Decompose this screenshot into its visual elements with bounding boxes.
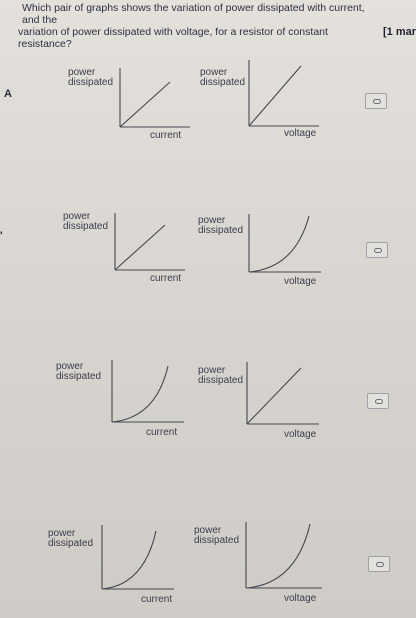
option-a-right-xlabel: voltage: [284, 128, 317, 139]
option-c-left-xlabel: current: [146, 427, 178, 438]
option-a-right-graph: [247, 60, 327, 128]
option-d-right-xlabel: voltage: [284, 593, 317, 604]
option-d-left-graph: [100, 525, 182, 593]
question-line-2: variation of power dissipated with voltage, for a resistor of constant resistance?: [18, 26, 328, 50]
option-b-left-graph: [113, 213, 193, 273]
option-a-left-graph: [118, 68, 198, 130]
option-c-left-graph: [110, 360, 190, 426]
question-line-1: Which pair of graphs shows the variation of power dissipated with current, and the: [22, 2, 365, 26]
question-text: [18, 2, 378, 50]
option-c-right-ylabel: power dissipated: [198, 365, 244, 386]
plot-curve: [249, 216, 309, 272]
option-c-right-xlabel: voltage: [284, 429, 317, 440]
option-b-left-ylabel: power dissipated: [63, 211, 109, 232]
option-d-right-ylabel: power dissipated: [194, 525, 240, 546]
option-b-right-ylabel: power dissipated: [198, 215, 244, 236]
plot-line: [249, 66, 301, 126]
plot-curve: [112, 366, 168, 422]
plot-line: [247, 368, 301, 424]
option-a-left-xlabel: current: [150, 130, 182, 141]
option-a-right-ylabel: power dissipated: [200, 67, 246, 88]
option-d-right-graph: [244, 522, 328, 594]
option-d-radio[interactable]: [368, 556, 390, 572]
option-d-left-xlabel: current: [141, 594, 173, 605]
option-a-radio[interactable]: [365, 93, 387, 109]
option-c-right-graph: [245, 362, 327, 428]
option-b-radio[interactable]: [366, 242, 388, 258]
plot-curve: [102, 531, 156, 589]
option-a-letter: A: [4, 88, 12, 100]
option-c-left-ylabel: power dissipated: [56, 361, 102, 382]
option-d-left-ylabel: power dissipated: [48, 528, 94, 549]
plot-curve: [246, 524, 310, 588]
option-b-right-xlabel: voltage: [284, 276, 317, 287]
option-a-left-ylabel: power dissipated: [68, 67, 114, 88]
plot-line: [115, 225, 165, 270]
plot-line: [120, 82, 170, 127]
option-b-right-graph: [247, 214, 329, 276]
option-b-letter: ': [0, 230, 3, 242]
marks-label: [1 mar: [383, 26, 416, 38]
option-b-left-xlabel: current: [150, 273, 182, 284]
option-c-radio[interactable]: [367, 393, 389, 409]
